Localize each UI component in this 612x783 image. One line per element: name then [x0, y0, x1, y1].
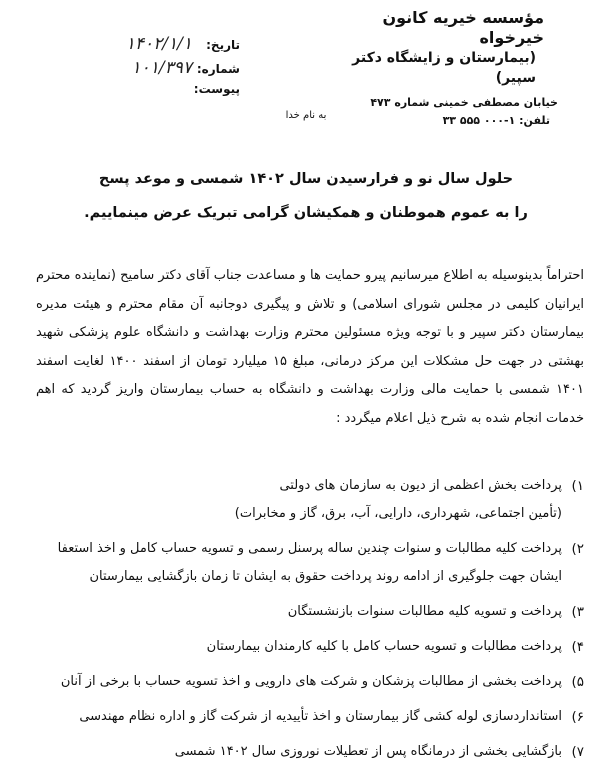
number-row	[84, 58, 240, 82]
number-label: شماره:	[196, 62, 240, 76]
attachment-row	[84, 82, 240, 106]
letter-meta	[84, 34, 240, 106]
list-item	[30, 738, 584, 766]
list-item-text: پرداخت و تسویه کلیه مطالبات سنوات بازنشستگان	[287, 604, 562, 619]
headline	[60, 162, 552, 230]
list-item-text: پرداخت بخشی از مطالبات پزشکان و شرکت های دارویی و اخذ تسویه حساب با برخی از آنان	[60, 674, 562, 689]
list-item-number: ۳)	[571, 604, 584, 620]
headline-line-1: حلول سال نو و فرارسیدن سال ۱۴۰۲ شمسی و موعد پسح	[98, 171, 514, 187]
list-item	[30, 668, 584, 696]
date-row	[84, 34, 240, 58]
attachment-label: پیوست:	[193, 82, 240, 96]
list-item-number: ۵)	[571, 674, 584, 690]
date-value: ۱۴۰۲/۱/۱	[125, 34, 192, 54]
headline-line-2: را به عموم هموطنان و همکیشان گرامی تبریک عرض مینماییم.	[84, 205, 528, 221]
list-item	[30, 598, 584, 626]
organization-subtitle: (بیمارستان و زایشگاه دکتر سپیر)	[352, 50, 536, 86]
date-label: تاریخ:	[206, 38, 240, 52]
list-item-subtext: (تأمین اجتماعی، شهرداری، دارایی، آب، برق، گاز و مخابرات)	[234, 506, 562, 521]
list-item-text: پرداخت کلیه مطالبات و سنوات چندین ساله پرسنل رسمی و تسویه حساب کامل و اخذ استعفا ایشان جهت جلوگیری از ادامه روند پرداخت حقوق به ایشان تا زمان بازگشایی بیمارستان	[57, 541, 562, 584]
list-item	[30, 703, 584, 731]
list-item	[30, 472, 584, 528]
list-item	[30, 633, 584, 661]
organization-phone: تلفن: ۱-۰۰۰ ۵۵۵ ۳۳	[442, 114, 550, 127]
list-item-number: ۶)	[571, 709, 584, 725]
list-item-text: استانداردسازی لوله کشی گاز بیمارستان و اخذ تأییدیه از شرکت گاز و اداره نظام مهندسی	[79, 709, 562, 724]
organization-address: خیابان مصطفی خمینی شماره ۴۷۳	[370, 96, 558, 109]
basmala: به نام خدا	[285, 110, 327, 121]
body-paragraph: احتراماً بدینوسیله به اطلاع میرسانیم پیرو حمایت ها و مساعدت جناب آقای دکتر سامیح (نماینده محترم ایرانیان کلیمی در مجلس شورای اسلامی) و تلاش و پیگیری دوجانبه آن مقام محترم و هیئت مدیره بیمارستان دکتر سپیر و با توجه ویژه مسئولین محترم وزارت بهداشت و دانشگاه علوم پزشکی شهید بهشتی در جهت حل مشکلات این مرکز درمانی، مبلغ ۱۵ میلیارد تومان از اسفند ۱۴۰۰ لغایت اسفند ۱۴۰۱ شمسی با حمایت مالی وزارت بهداشت و دانشگاه به حساب بیمارستان واریز گردید که اهم خدمات انجام شده به شرح ذیل اعلام میگردد :	[36, 268, 585, 426]
number-value: ۱۰۱/۳۹۷	[131, 58, 192, 78]
services-list	[30, 472, 584, 773]
list-item-text: بازگشایی بخشی از درمانگاه پس از تعطیلات نوروزی سال ۱۴۰۲ شمسی	[174, 744, 562, 759]
list-item-text: پرداخت مطالبات و تسویه حساب کامل با کلیه کارمندان بیمارستان	[206, 639, 562, 654]
list-item	[30, 535, 584, 591]
list-item-text	[30, 472, 562, 528]
list-item-number: ۲)	[571, 541, 584, 557]
organization-name: مؤسسه خیریه کانون خیرخواه	[382, 8, 544, 47]
list-item-number: ۴)	[571, 639, 584, 655]
list-item-number: ۱)	[571, 478, 584, 494]
list-item-main: پرداخت بخش اعظمی از دیون به سازمان های دولتی	[279, 478, 562, 493]
list-item-number: ۷)	[571, 744, 584, 760]
